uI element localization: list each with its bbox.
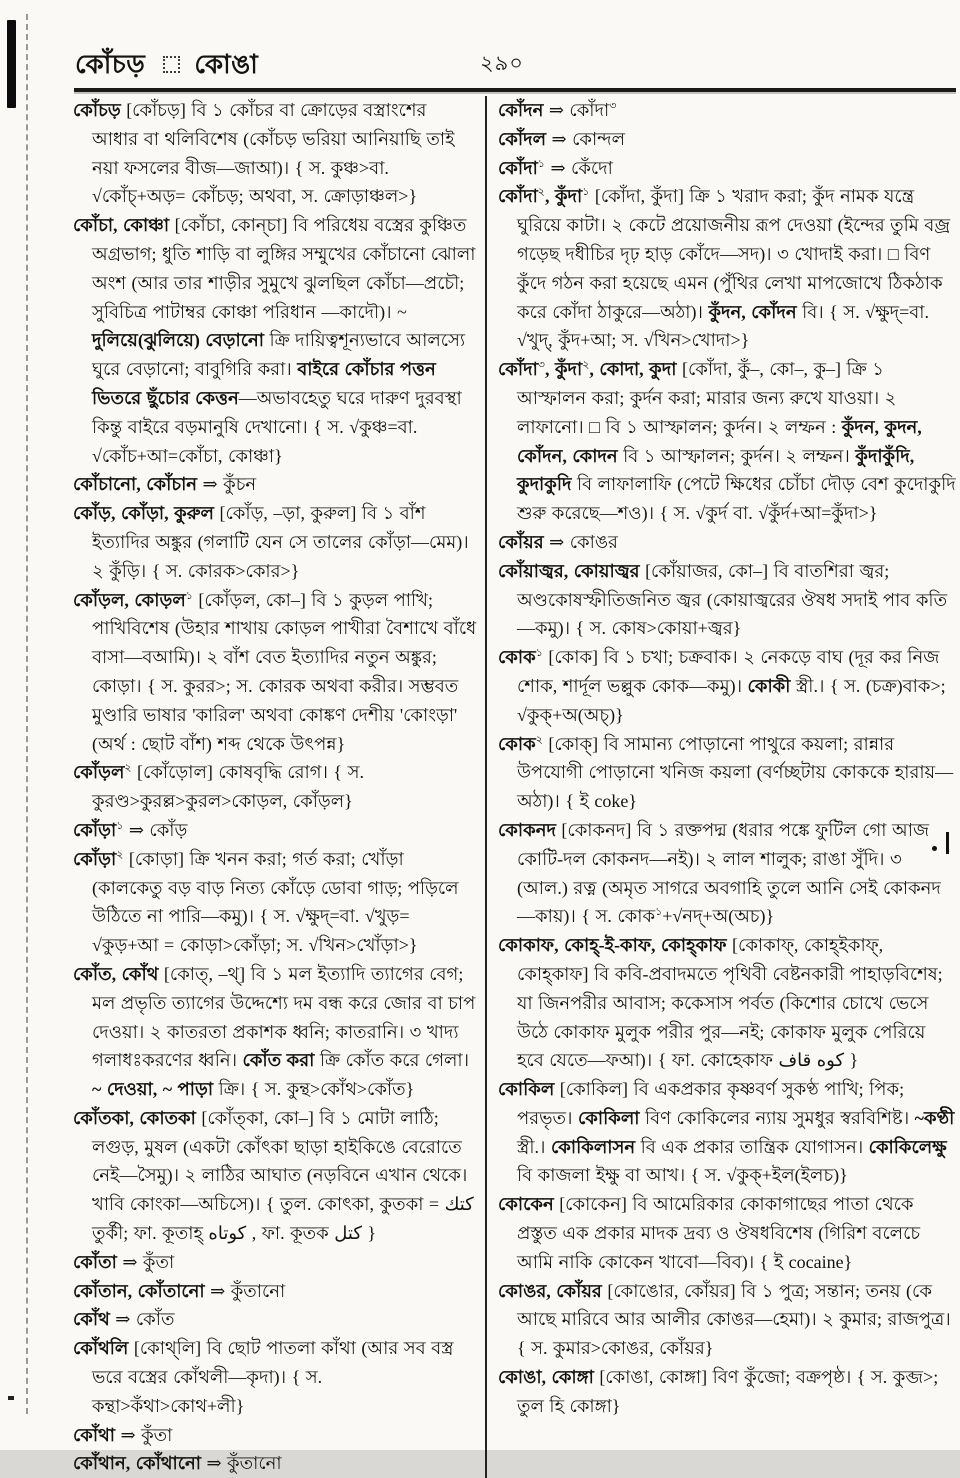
- dictionary-entry: [73, 960, 477, 1104]
- entry-headword: কোঁথলি: [73, 1338, 134, 1359]
- entry-superscript: ২: [124, 762, 132, 775]
- dictionary-entry: [498, 1075, 957, 1190]
- entry-superscript: ৩: [537, 359, 545, 372]
- running-head-first-word: কোঁচড়: [75, 50, 146, 79]
- entry-text: [কোক] বি ১ চখা; চক্রবাক। ২ নেকড়ে বাঘ (দূর কর নিজ শোক, শার্দূল ভল্লুক কোক—কমু)।: [517, 647, 940, 696]
- entry-text: বি কাজলা ইক্ষু বা আখ। { স. √কুক্+ইল(ইলচ)}: [517, 1165, 848, 1186]
- entry-superscript: ১: [116, 819, 124, 832]
- entry-headword: কোকী: [747, 675, 796, 696]
- entry-headword: কোঁড়ল: [73, 762, 125, 783]
- entry-text: [কোঙোর, কোঁয়র] বি ১ পুত্র; সন্তান; তনয় (কে আছে মারিবে আর আলীর কোঙর—হেমা)। ২ কুমার; রাজপুত্র। { স. কুমার>কোঙর, কোঁয়র}: [517, 1280, 951, 1359]
- dictionary-entry: [73, 816, 477, 845]
- entry-text: [কোক্] বি সামান্য পোড়ানো পাথুরে কয়লা; রান্নার উপযোগী পোড়ানো খনিজ কয়লা (বর্ণচ্ছটায় কোককে হারায়—অঠা)। { ই coke}: [517, 733, 954, 812]
- entry-headword: কোঁড়ল, কোড়ল: [73, 589, 186, 610]
- entry-superscript: ২: [537, 186, 545, 199]
- scan-binding-bar-artifact: [7, 20, 16, 108]
- entry-superscript: ১: [535, 647, 543, 660]
- entry-headword: দুলিয়ে(ঝুলিয়ে) বেড়ানো: [92, 330, 270, 351]
- scan-mark-artifact: [8, 1396, 14, 1400]
- entry-headword: কোঁদন: [498, 100, 549, 120]
- entry-text: [কোড়া] ক্রি খনন করা; গর্ত করা; খোঁড়া (কালকেতু বড় বাড় নিত্য কোঁড়ে ডোবা গাড়; পড়িলে উঠিতে না পারি—কমু)। { স. √ক্ষুদ্=বা. √খুড়= √কুড়+আ = কোড়া>কোঁড়া; স. √খিন>খোঁড়া>}: [92, 848, 459, 956]
- entry-text: [কোকিল] বি একপ্রকার কৃষ্ণবর্ণ সুকণ্ঠ পাখি; পিক; পরভৃত।: [517, 1079, 905, 1128]
- entry-superscript: ২: [582, 359, 590, 372]
- dictionary-entry: [73, 1449, 477, 1478]
- entry-text: [কোঁত্‌কা, কো–] বি ১ মোটা লাঠি; লগুড়, মুষল (একটা কোঁৎকা ছাড়া হাইকিঙে বেরোতে নেই—সৈমু)। ২ লাঠির আঘাত (নড়বিনে এখান থেকে। খাবি কোংকা—অচিসে)। { তুল. কোৎকা, কুতকা = كتك তুর্কী; ফা. কূতাহ্ كوتاه , ফা. কূতক كتل }: [92, 1107, 474, 1244]
- entry-headword: কোক: [498, 647, 536, 668]
- entry-headword: , কোদা, কুদা: [589, 359, 682, 380]
- entry-text: [কোঁদা, কুঁদা] ক্রি ১ খরাদ করা; কুঁদ নামক যন্ত্রে ঘুরিয়ে কাটা। ২ কেটে প্রয়োজনীয় রূপ দেওয়া (ইন্দের তুমি বজ্র গড়েছ দধীচির দৃঢ় হাড় কোঁদে—সদ)। ৩ খোদাই করা। □ বিণ কুঁদে গঠন করা হয়েছে এমন (পুঁথির লেখা মাপজোখে ঠিকঠাক করে কোঁদা ঠাকুরে—অঠা)।: [517, 186, 951, 322]
- dictionary-entry: [73, 845, 477, 960]
- dictionary-entry: [498, 643, 957, 729]
- dictionary-entry: [498, 931, 957, 1075]
- entry-text: ⇒ কোঁত: [115, 1309, 175, 1330]
- entry-text: ক্রি। { স. কুন্থ>কোঁথ>কোঁত}: [218, 1079, 415, 1100]
- entry-superscript: ১: [582, 186, 590, 199]
- entry-text: [কোঁয়াজর, কো–] বি বাতশিরা জ্বর; অণ্ডকোষস্ফীতিজনিত জ্বর (কোয়াজ্বরের ঔষধ সদাই পাব কতি—কমু)। { স. কোষ>কোয়া+জ্বর}: [517, 560, 948, 639]
- entry-headword: কোকিলা: [577, 1107, 645, 1128]
- dotted-square-icon: [163, 56, 180, 73]
- dictionary-entry: [73, 1104, 477, 1248]
- entry-text: ⇒ কোন্দল: [551, 128, 626, 149]
- entry-headword: কোঁতা: [73, 1251, 123, 1272]
- dictionary-entry: [498, 154, 957, 183]
- entry-text: [কোঁচা, কোন্‌চা] বি পরিধেয় বস্ত্রের কুঞ্চিত অগ্রভাগ; ধুতি শাড়ি বা লুঙ্গির সম্মুখের কোঁচানো ঝোলা অংশ (আর তার শাড়ীর সুমুখে ঝুলছিল কোঁচা—প্রচৌ; সুবিচিত্র পাটাম্বর কোঞ্চা পরিধান —কাদৌ)। ~: [92, 215, 476, 322]
- entry-text: [কোথ্‌লি] বি ছোট পাতলা কাঁথা (আর সব বস্ত্র ভরে বস্ত্রের কোঁথলী—কৃদা)। { স. কন্থা>কঁথা>কোথ+লী}: [92, 1338, 454, 1416]
- entry-headword: কোঁদা: [498, 186, 538, 207]
- entry-text: [কোঁচড়] বি ১ কোঁচর বা ক্রোড়ের বস্ত্রাংশের আধার বা থলিবিশেষ (কোঁচড় ভরিয়া আনিয়াছি তাই নয়া ফসলের বীজ—জাআ)। { স. কুঞ্চ>বা. √কোঁচ্+অড়= কোঁচড়; অথবা, স. ক্রোড়াঞ্চল>}: [92, 100, 455, 207]
- entry-headword: বাইরে কোঁচার পত্তন ভিতরে ছুঁচোর কেত্তন: [92, 359, 436, 408]
- dictionary-entry: [498, 557, 957, 643]
- entry-headword: কোঁতকা, কোতকা: [73, 1107, 202, 1128]
- entry-headword: ~কণ্ঠী: [914, 1107, 955, 1128]
- header-rule: [74, 88, 956, 92]
- entry-headword: ~ দেওয়া, ~ পাড়া: [92, 1079, 219, 1100]
- entry-text: [কোকাফ্, কোহ্‌ইকাফ্, কোহ্‌কাফ] বি কবি-প্রবাদমতে পৃথিবী বেষ্টনকারী পাহাড়বিশেষ; যা জিনপরীর আবাস; ককেসাস পর্বত (কিশোর চোখে ভেসে উঠে কোকাফ মুলুক পরীর পুর—নই; কোকাফ মুলুক পেরিয়ে হবে যেতে—ফআ)। { ফা. কোহেকাফ كوه قاف }: [517, 935, 943, 1071]
- right-column: [485, 96, 957, 1478]
- entry-text: [কোত্, –থ্] বি ১ মল ইত্যাদি ত্যাগের বেগ; মল প্রভৃতি ত্যাগের উদ্দেশ্যে দম বন্ধ করে জোর বা চাপ দেওয়া। ২ কাতরতা প্রকাশক ধ্বনি; কাতরানি। ৩ খাদ্য গলাধঃকরণের ধ্বনি।: [92, 963, 476, 1071]
- dictionary-entry: [73, 586, 477, 759]
- running-head-last-word: কোঙা: [194, 50, 259, 79]
- dictionary-entry: [73, 758, 477, 816]
- dictionary-columns: [73, 96, 957, 1478]
- entry-headword: কোঁথ: [73, 1309, 116, 1330]
- entry-text: ⇒ কোঁড়: [123, 819, 188, 840]
- entry-headword: কোকিল: [498, 1079, 560, 1100]
- entry-text: ⇒ কুঁচন: [202, 474, 257, 495]
- entry-text: বি। { স. √ক্ষুদ্=বা. √খুদ্, কুঁদ+আ; স. √খিন>খোদা>}: [517, 301, 930, 351]
- dictionary-entry: [498, 96, 957, 125]
- entry-headword: কোঁদা: [498, 359, 538, 380]
- running-head: [75, 44, 258, 88]
- dictionary-entry: [498, 355, 957, 528]
- dictionary-entry: [73, 96, 477, 211]
- entry-text: বি লাফালাফি (পেটে ক্ষিধের চোঁচা দৌড় বেশ কুদোকুদি শুরু করেছে—শও)। { স. √কুর্দ বা. √কুঁর্দ+আ=কুঁদা>}: [517, 474, 956, 524]
- dictionary-entry: [73, 470, 477, 499]
- entry-headword: কোঁতান, কোঁতানো: [73, 1280, 211, 1301]
- entry-text: —অভাবহেতু ঘরে দারুণ দুরবস্থা কিন্তু বাইরে বড়মানুষি দেখানো। { স. √কুঞ্চ=বা. √কোঁচ+আ=কোঁচা, কোঞ্চা}: [92, 387, 462, 466]
- entry-text: [কোকেন] বি আমেরিকার কোকাগাছের পাতা থেকে প্রস্তুত এক প্রকার মাদক দ্রব্য ও ঔষধবিশেষ (গিরিশ বলেচে আমি নাকি কোকেন খাবো—বিব)। { ই cocaine}: [517, 1194, 921, 1272]
- entry-headword: , কুঁদা: [544, 186, 583, 207]
- dictionary-entry: [498, 528, 957, 557]
- entry-text: [কোকনদ] বি ১ রক্তপদ্ম (ধরার পঙ্কে ফুটিল গো আজ কোটি-দল কোকনদ—নই)। ২ লাল শালুক; রাঙা সুঁদি। ৩ (আল.) রত্ন (অমৃত সাগরে অবগাহি তুলে আনি সেই কোকনদ—কায়)। { স. কোক: [517, 819, 941, 927]
- entry-text: বি ১ আস্ফালন; কুর্দন। ২ লম্ফন।: [623, 445, 856, 466]
- entry-text: স্ত্রী.। { স. (চক্র)বাক>; √কুক্+অ(অচ্)}: [517, 675, 946, 725]
- entry-text: স্ত্রী.।: [517, 1136, 551, 1157]
- scan-edge-line-artifact: [26, 14, 28, 1414]
- entry-text: বি এক প্রকার তান্ত্রিক যোগাসন।: [640, 1136, 869, 1157]
- entry-text: +√নদ্+অ(অচ)}: [662, 906, 775, 927]
- entry-text: ⇒ কেঁদো: [544, 157, 613, 178]
- entry-headword: কোঙর, কোঁয়র: [498, 1280, 608, 1301]
- entry-headword: কোকিলেক্ষু: [868, 1136, 947, 1157]
- entry-headword: , কুঁদা: [544, 359, 583, 380]
- entry-text: ⇒ কোঁদা: [548, 100, 610, 120]
- left-column: [73, 96, 485, 1478]
- entry-headword: কোক: [498, 733, 536, 754]
- entry-text: ক্রি কোঁত করে গেলা।: [319, 1050, 470, 1071]
- entry-superscript: ৩: [609, 100, 617, 112]
- entry-headword: কোকনদ: [498, 819, 562, 840]
- entry-text: ⇒ কুঁতা: [120, 1424, 173, 1445]
- entry-headword: কোঁচড়: [73, 100, 127, 120]
- dictionary-entry: [498, 125, 957, 154]
- entry-headword: কোকিলাসন: [550, 1136, 641, 1157]
- dictionary-entry: [73, 1305, 477, 1334]
- entry-headword: কুঁদন, কুদন, কোঁদন, কোদন: [517, 416, 922, 466]
- dictionary-entry: [498, 730, 957, 816]
- entry-text: [কোঁদা, কুঁ–, কো–, কু–] ক্রি ১ আস্ফালন করা; কুর্দন করা; মারার জন্য রুখে যাওয়া। ২ লাফানো। □ বি ১ আস্ফালন; কুর্দন। ২ লম্ফন :: [517, 359, 897, 437]
- entry-headword: কোঁচা, কোঞ্চা: [73, 215, 175, 236]
- entry-headword: কোঁড়, কোঁড়া, কুরুল: [73, 503, 220, 524]
- entry-headword: কোঁত, কোঁথ: [73, 963, 164, 984]
- page-number: ২৯০: [480, 51, 524, 75]
- dictionary-entry: [73, 211, 477, 470]
- entry-headword: কোঁদা: [498, 157, 538, 178]
- dictionary-entry: [73, 499, 477, 585]
- entry-text: [কোঁড়ল, কো–] বি ১ কুড়ল পাখি; পাখিবিশেষ (উহার শাখায় কোড়ল পাখীরা বৈশাখে বাঁধে বাসা—বআমি)। ২ বাঁশ বেত ইত্যাদির নতুন অঙ্কুর; কোড়া। { স. কুরর>; স. কোরক অথবা করীর। সম্ভবত মুণ্ডারি ভাষার 'কারিল' অথবা কোঙ্কণ দেশীয় 'কোংড়া' (অর্থ : ছোট বাঁশ) শব্দ থেকে উৎপন্ন}: [92, 589, 477, 754]
- entry-headword: কুঁদন, কোঁদন: [708, 301, 803, 322]
- entry-text: [কোঁড়োল] কোষবৃদ্ধি রোগ। { স. কুরণ্ড>কুরল্ল>কুরল>কোড়ল, কোঁড়ল}: [92, 762, 364, 812]
- entry-headword: কোঁদল: [498, 128, 552, 149]
- dictionary-entry: [73, 1248, 477, 1277]
- entry-text: ক্রি দায়িত্বশূন্যভাবে আলস্যে ঘুরে বেড়ানো; বাবুগিরি করা।: [92, 330, 466, 380]
- entry-headword: কোঁড়া: [73, 819, 117, 840]
- entry-superscript: ১: [185, 589, 193, 602]
- entry-headword: কোঁথান, কোঁথানো: [73, 1453, 207, 1474]
- entry-headword: কোঁড়া: [73, 848, 117, 869]
- entry-superscript: ২: [535, 733, 543, 746]
- dictionary-entry: [498, 182, 957, 355]
- entry-superscript: ২: [116, 848, 124, 861]
- entry-text: ⇒ কুঁতানো: [210, 1280, 286, 1301]
- page-header: [75, 44, 950, 86]
- entry-text: [কোঙা, কোঙ্গা] বিণ কুঁজো; বক্রপৃষ্ঠ। { স. কুব্জ>; তুল হি কোঙ্গা}: [517, 1367, 939, 1416]
- entry-headword: কোঁত করা: [242, 1050, 320, 1071]
- entry-text: বিণ কোকিলের ন্যায় সুমধুর স্বরবিশিষ্ট।: [644, 1107, 915, 1128]
- entry-headword: কোঁচানো, কোঁচান: [73, 474, 203, 495]
- dictionary-entry: [73, 1277, 477, 1306]
- entry-text: ⇒ কুঁতা: [122, 1251, 175, 1272]
- dictionary-entry: [498, 1363, 957, 1421]
- entry-text: [কোঁড়, –ড়া, কুরুল] বি ১ বাঁশ ইত্যাদির অঙ্কুর (গলাটি যেন সে তালের কোঁড়া—মেম)। ২ কুঁড়ি। { স. কোরক>কোর>}: [92, 503, 469, 581]
- entry-headword: কুঁদাকুঁদি, কুদাকুদি: [517, 445, 915, 495]
- entry-headword: কোকেন: [498, 1194, 560, 1215]
- entry-headword: কোকাফ, কোহ্-ই-কাফ, কোহ্‌কাফ: [498, 935, 733, 956]
- entry-text: ⇒ কুঁতানো: [206, 1453, 282, 1474]
- entry-text: ⇒ কোঙর: [549, 531, 618, 552]
- dictionary-entry: [498, 816, 957, 931]
- entry-headword: কোঁয়াজ্বর, কোয়াজ্বর: [498, 560, 646, 581]
- entry-superscript: ১: [537, 157, 545, 170]
- entry-superscript: ১: [655, 906, 663, 919]
- entry-headword: কোঁয়র: [498, 531, 550, 552]
- dictionary-entry: [498, 1190, 957, 1276]
- dictionary-entry: [73, 1421, 477, 1450]
- entry-headword: কোঙা, কোঙ্গা: [498, 1367, 600, 1388]
- entry-headword: কোঁথা: [73, 1424, 121, 1445]
- dictionary-entry: [498, 1277, 957, 1363]
- dictionary-entry: [73, 1334, 477, 1420]
